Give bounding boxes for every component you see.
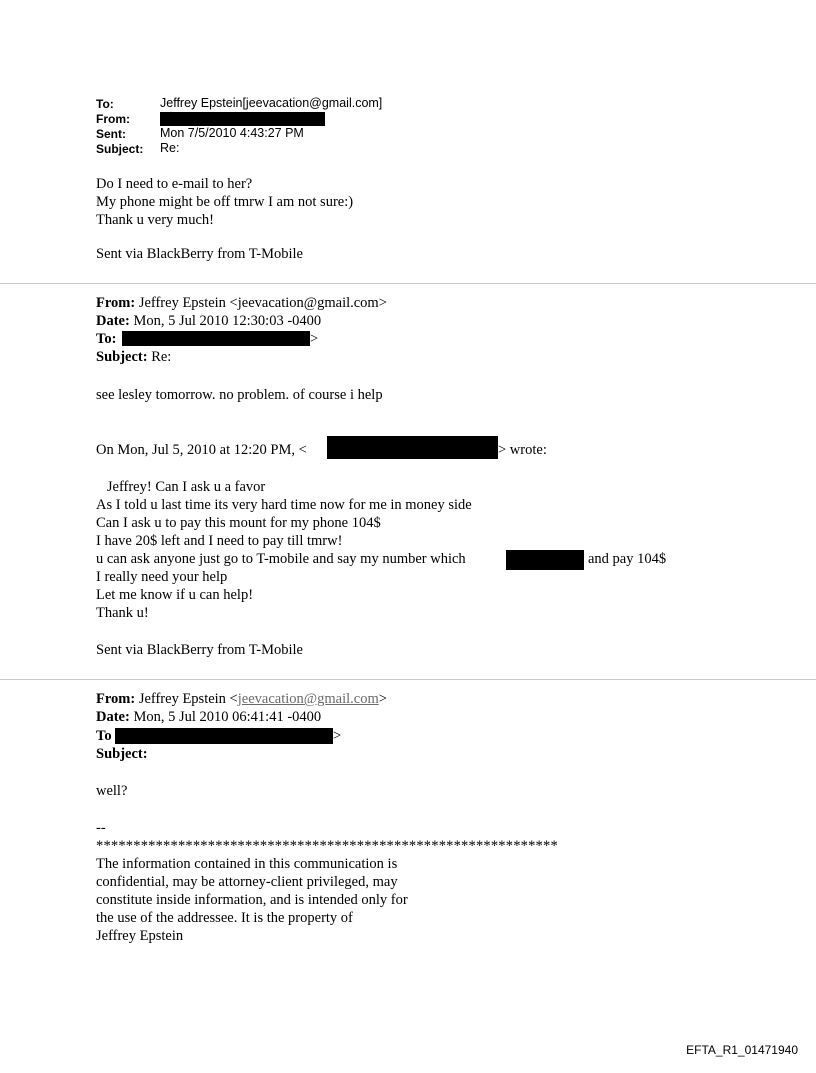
disclaimer-line: confidential, may be attorney-client privileged, may xyxy=(96,874,398,890)
from-name: Jeffrey Epstein < xyxy=(138,691,238,707)
to-tail: > xyxy=(310,331,319,347)
disclaimer-line: constitute inside information, and is intended only for xyxy=(96,892,408,908)
body-line: well? xyxy=(96,783,128,799)
divider xyxy=(0,283,816,284)
quote-line: As I told u last time its very hard time now for me in money side xyxy=(96,497,472,513)
quote-line: Let me know if u can help! xyxy=(96,587,254,603)
date-label: Date: xyxy=(96,709,130,725)
subject-label: Subject: xyxy=(96,142,144,156)
date-value: Mon, 5 Jul 2010 06:41:41 -0400 xyxy=(133,709,322,725)
quote-line: I really need your help xyxy=(96,569,228,585)
to-line xyxy=(96,330,116,348)
sent-label: Sent: xyxy=(96,127,126,141)
document-id: EFTA_R1_01471940 xyxy=(686,1043,798,1057)
body-line: Thank u very much! xyxy=(96,212,214,228)
star-divider: ************************************************************** xyxy=(96,838,558,854)
divider xyxy=(0,679,816,680)
date-line xyxy=(96,312,321,330)
quote-line: Thank u! xyxy=(96,605,149,621)
redaction-bar xyxy=(327,436,498,459)
to-label: To: xyxy=(96,331,117,347)
body-line: Do I need to e-mail to her? xyxy=(96,176,253,192)
from-close: > xyxy=(378,691,387,707)
body-line: see lesley tomorrow. no problem. of course i help xyxy=(96,387,383,403)
from-value: Jeffrey Epstein <jeevacation@gmail.com> xyxy=(138,295,387,311)
signature-dash: -- xyxy=(96,820,106,836)
from-line xyxy=(96,294,387,312)
to-label: To xyxy=(96,728,112,744)
subject-line xyxy=(96,348,171,366)
body-line: My phone might be off tmrw I am not sure:) xyxy=(96,194,354,210)
quote-intro-tail: > wrote: xyxy=(498,442,547,458)
sent-value: Mon 7/5/2010 4:43:27 PM xyxy=(160,126,304,140)
to-label: To: xyxy=(96,97,114,111)
disclaimer-line: Jeffrey Epstein xyxy=(96,928,184,944)
quote-intro: On Mon, Jul 5, 2010 at 12:20 PM, < xyxy=(96,442,307,458)
disclaimer-line: the use of the addressee. It is the property of xyxy=(96,910,353,926)
quote-line: u can ask anyone just go to T-mobile and say my number which xyxy=(96,551,466,567)
disclaimer-line: The information contained in this communication is xyxy=(96,856,398,872)
signature: Sent via BlackBerry from T-Mobile xyxy=(96,642,303,658)
quote-line: Can I ask u to pay this mount for my phone 104$ xyxy=(96,515,381,531)
subject-label: Subject: xyxy=(96,349,148,365)
from-label: From: xyxy=(96,295,136,311)
date-label: Date: xyxy=(96,313,130,329)
subject-label: Subject: xyxy=(96,746,148,762)
redaction-bar xyxy=(506,550,584,570)
date-value: Mon, 5 Jul 2010 12:30:03 -0400 xyxy=(133,313,322,329)
quote-line-tail: and pay 104$ xyxy=(588,551,667,567)
quote-line: Jeffrey! Can I ask u a favor xyxy=(96,479,266,495)
redaction-bar xyxy=(160,112,325,126)
signature: Sent via BlackBerry from T-Mobile xyxy=(96,246,303,262)
from-label: From: xyxy=(96,112,130,126)
to-tail: > xyxy=(333,728,342,744)
subject-value: Re: xyxy=(160,141,180,155)
to-value: Jeffrey Epstein[jeevacation@gmail.com] xyxy=(160,96,383,110)
redaction-bar xyxy=(115,728,333,744)
from-label: From: xyxy=(96,691,136,707)
to-line xyxy=(96,727,112,745)
subject-value: Re: xyxy=(151,349,172,365)
subject-line xyxy=(96,745,148,763)
email-link[interactable]: jeevacation@gmail.com xyxy=(237,691,379,707)
date-line xyxy=(96,708,321,726)
from-line xyxy=(96,690,387,708)
redaction-bar xyxy=(122,331,310,346)
quote-line: I have 20$ left and I need to pay till tmrw! xyxy=(96,533,343,549)
